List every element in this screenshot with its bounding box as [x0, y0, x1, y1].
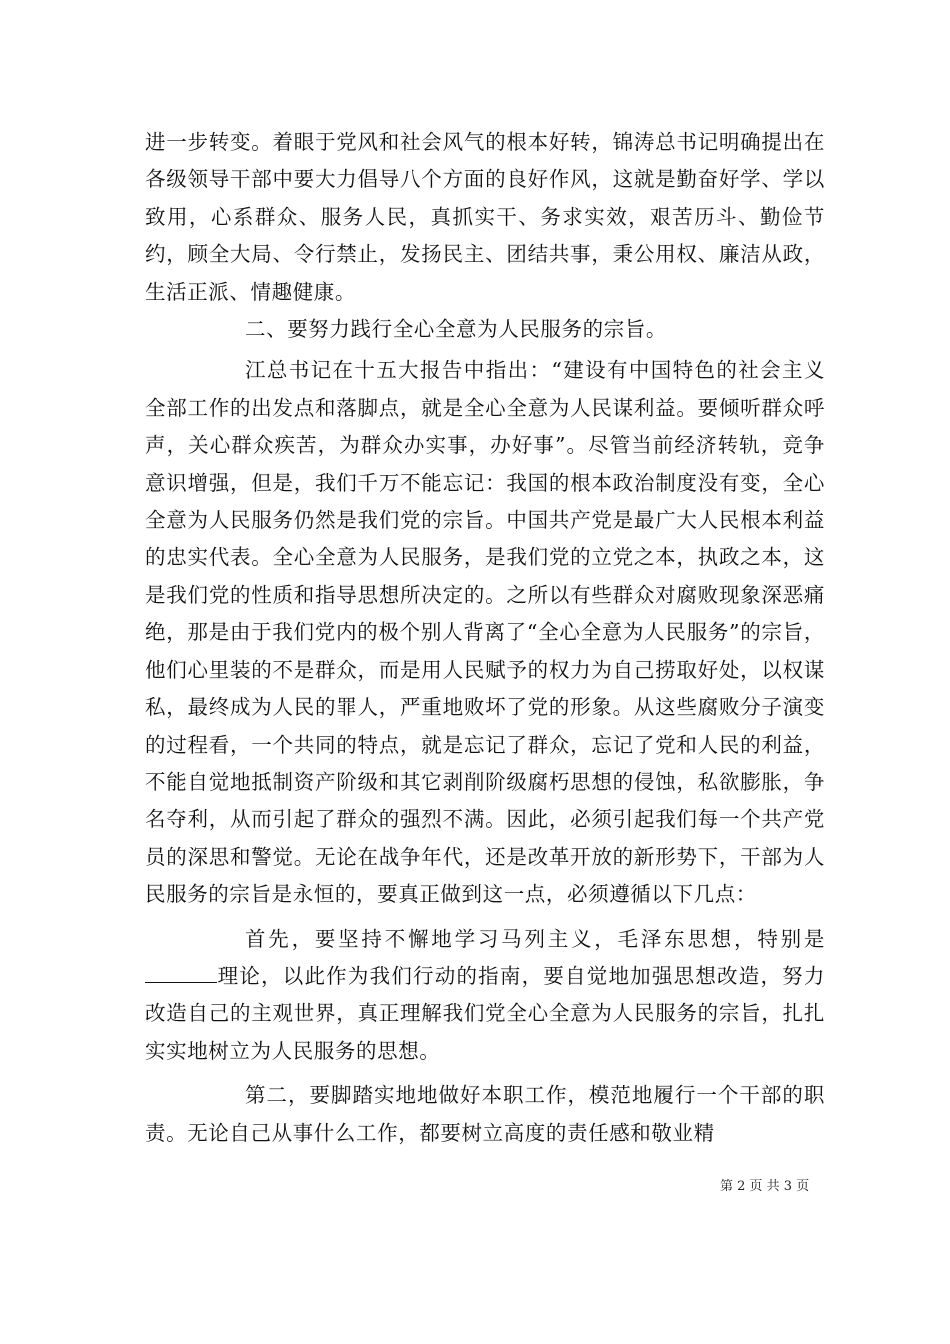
page-number-footer: 第 2 页 共 3 页 — [720, 1179, 810, 1194]
paragraph-continuation: 进一步转变。着眼于党风和社会风气的根本好转，锦涛总书记明确提出在各级领导干部中要大力倡导八个方面的良好作风，这就是勤奋好学、学以致用，心系群众、服务人民，真抓实干、务求实效，艰苦历斗、勤俭节约，顾全大局、令行禁止，发扬民主、团结共事，秉公用权、廉洁从政，生活正派、情趣健康。 — [145, 130, 825, 304]
section-heading-2: 二、要努力践行全心全意为人民服务的宗旨。 — [245, 317, 667, 342]
fill-in-blank — [145, 964, 217, 983]
paragraph-jiang-report: 江总书记在十五大报告中指出：“建设有中国特色的社会主义全部工作的出发点和落脚点，就是全心全意为人民谋利益。要倾听群众呼声，关心群众疾苦，为群众办实事，办好事”。尽管当前经济转轨，竞争意识增强，但是，我们千万不能忘记：我国的根本政治制度没有变，全心全意为人民服务仍然是我们党的宗旨。中国共产党是最广大人民根本利益的忠实代表。全心全意为人民服务，是我们党的立党之本，执政之本，这是我们党的性质和指导思想所决定的。之所以有些群众对腐败现象深恶痛绝，那是由于我们党内的极个别人背离了“全心全意为人民服务”的宗旨，他们心里装的不是群众，而是用人民赋予的权力为自己捞取好处，以权谋私，最终成为人民的罪人，严重地败坏了党的形象。从这些腐败分子演变的过程看，一个共同的特点，就是忘记了群众，忘记了党和人民的利益，不能自觉地抵制资产阶级和其它剥削阶级腐朽思想的侵蚀，私欲膨胀，争名夺利，从而引起了群众的强烈不满。因此，必须引起我们每一个共产党员的深思和警觉。无论在战争年代，还是改革开放的新形势下，干部为人民服务的宗旨是永恒的，要真正做到这一点，必须遵循以下几点： — [145, 358, 825, 907]
document-body — [145, 124, 825, 1152]
first-point-text-after: 理论，以此作为我们行动的指南，要自觉地加强思想改造，努力改造自己的主观世界，真正理解我们党全心全意为人民服务的宗旨，扎扎实实地树立为人民服务的思想。 — [145, 963, 825, 1063]
first-point-text-before: 首先，要坚持不懈地学习马列主义，毛泽东思想，特别是 — [245, 926, 825, 951]
paragraph-first-point — [145, 921, 825, 1071]
paragraph-second-point: 第二，要脚踏实地地做好本职工作，模范地履行一个干部的职责。无论自己从事什么工作，都要树立高度的责任感和敬业精 — [145, 1083, 825, 1145]
